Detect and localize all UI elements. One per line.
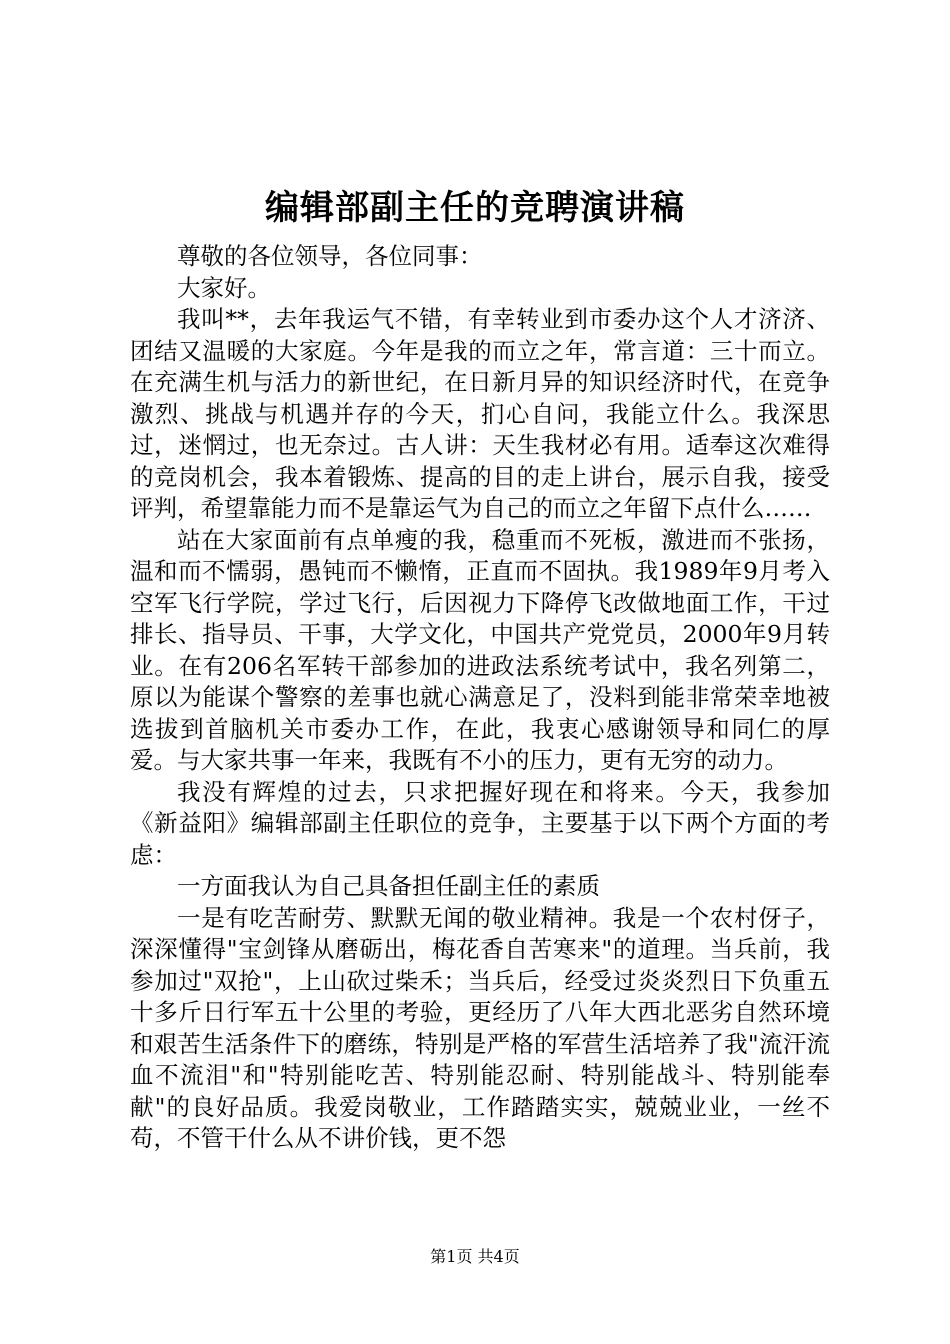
paragraph-section-heading: 一方面我认为自己具备担任副主任的素质 [177, 872, 600, 900]
document-body [130, 241, 830, 1155]
paragraph-greeting: 大家好。 [177, 273, 271, 302]
document-title: 编辑部副主任的竞聘演讲稿 [265, 188, 685, 228]
paragraph-introduction: 我叫**，去年我运气不错，有幸转业到市委办这个人才济济、团结又温暖的大家庭。今年是我的而立之年，常言道：三十而立。在充满生机与活力的新世纪，在日新月异的知识经济时代，在竞争激烈、挑战与机遇并存的今天，扪心自问，我能立什么。我深思过，迷惘过，也无奈过。古人讲：天生我材必有用。适奉这次难得的竞岗机会，我本着锻炼、提高的目的走上讲台，展示自我，接受评判，希望靠能力而不是靠运气为自己的而立之年留下点什么…… [130, 305, 830, 522]
page-footer: 第1页 共4页 [430, 1247, 520, 1266]
paragraph-point-one: 一是有吃苦耐劳、默默无闻的敬业精神。我是一个农村伢子，深深懂得"宝剑锋从磨砺出，梅花香自苦寒来"的道理。当兵前，我参加过"双抢"，上山砍过柴禾；当兵后，经受过炎炎烈日下负重五十多斤日行军五十公里的考验，更经历了八年大西北恶劣自然环境和艰苦生活条件下的磨练，特别是严格的军营生活培养了我"流汗流血不流泪"和"特别能吃苦、特别能忍耐、特别能战斗、特别能奉献"的良好品质。我爱岗敬业，工作踏踏实实，兢兢业业，一丝不苟，不管干什么从不讲价钱，更不怨 [130, 903, 830, 1152]
paragraph-salutation: 尊敬的各位领导，各位同事： [177, 242, 483, 270]
paragraph-motivation: 我没有辉煌的过去，只求把握好现在和将来。今天，我参加《新益阳》编辑部副主任职位的竞争，主要基于以下两个方面的考虑： [130, 777, 830, 869]
paragraph-background: 站在大家面前有点单瘦的我，稳重而不死板，激进而不张扬，温和而不懦弱，愚钝而不懒惰，正直而不固执。我1989年9月考入空军飞行学院，学过飞行，后因视力下降停飞改做地面工作，干过排长、指导员、干事，大学文化，中国共产党党员，2000年9月转业。在有206名军转干部参加的进政法系统考试中，我名列第二，原以为能谋个警察的差事也就心满意足了，没料到能非常荣幸地被选拔到首脑机关市委办工作，在此，我衷心感谢领导和同仁的厚爱。与大家共事一年来，我既有不小的压力，更有无穷的动力。 [130, 525, 830, 774]
